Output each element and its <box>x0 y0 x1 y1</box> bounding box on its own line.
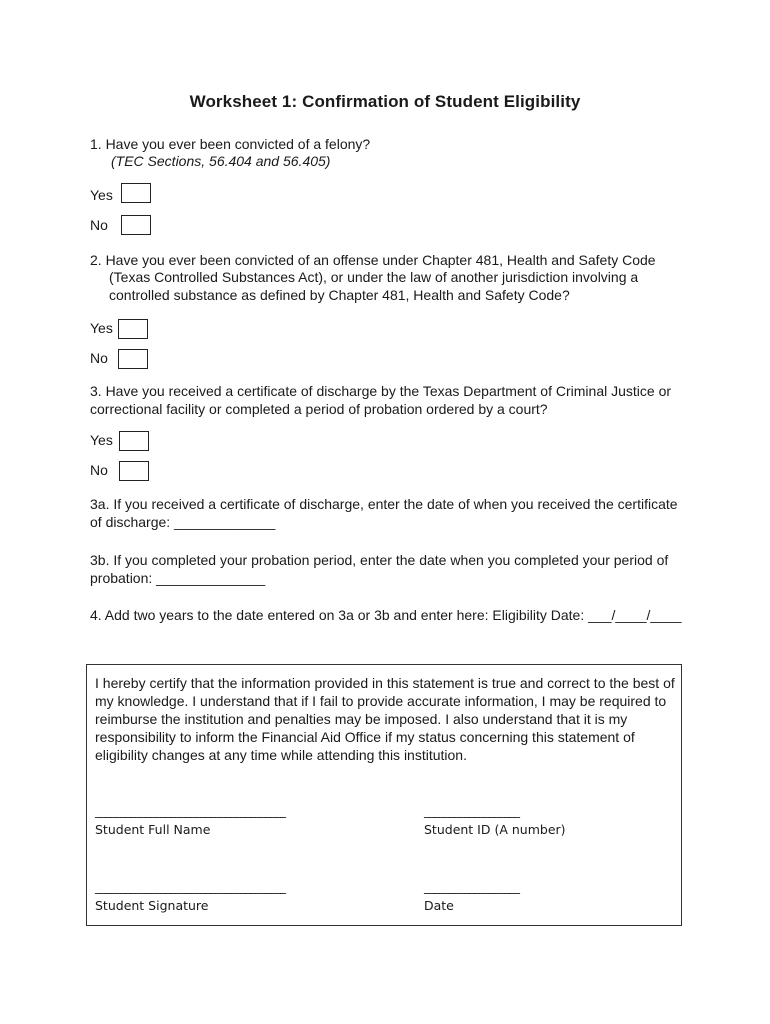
question-3-yes-label: Yes <box>90 432 113 448</box>
question-1-yes-label: Yes <box>90 187 113 203</box>
question-1-note: (TEC Sections, 56.404 and 56.405) <box>111 153 331 169</box>
question-3-line-1: 3. Have you received a certificate of discharge by the Texas Department of Criminal Justice or <box>90 383 672 399</box>
question-1-yes-checkbox[interactable] <box>121 183 151 203</box>
question-2-yes-label: Yes <box>90 320 113 336</box>
date-field[interactable]: ___________________ <box>424 880 519 894</box>
student-full-name-label: Student Full Name <box>95 822 211 837</box>
question-3-no-checkbox[interactable] <box>119 461 149 481</box>
question-1-text: 1. Have you ever been convicted of a felony? <box>90 136 371 152</box>
student-id-label: Student ID (A number) <box>424 822 566 837</box>
question-3b-line-1: 3b. If you completed your probation period, enter the date when you completed your period of <box>90 552 669 568</box>
question-3-no-label: No <box>90 462 108 478</box>
question-3-line-2: correctional facility or completed a period of probation ordered by a court? <box>90 401 548 417</box>
question-1-no-label: No <box>90 217 108 233</box>
question-1-no-checkbox[interactable] <box>121 215 151 235</box>
student-signature-label: Student Signature <box>95 898 209 913</box>
question-2-line-2: (Texas Controlled Substances Act), or under the law of another jurisdiction involving a <box>109 269 639 285</box>
certification-line-4: responsibility to inform the Financial Aid Office if my status concerning this statement of <box>95 729 635 745</box>
question-3a-line-1: 3a. If you received a certificate of discharge, enter the date of when you received the certificate <box>90 496 678 512</box>
certification-line-1: I hereby certify that the information provided in this statement is true and correct to the best of <box>95 675 675 691</box>
question-2-line-3: controlled substance as defined by Chapter 481, Health and Safety Code? <box>109 287 570 303</box>
certification-statement <box>95 674 675 764</box>
date-label: Date <box>424 898 454 913</box>
certification-line-3: reimburse the institution and penalties may be imposed. I also understand that it is my <box>95 711 628 727</box>
question-3a-date-field[interactable]: of discharge: _____________ <box>90 514 276 530</box>
student-signature-field[interactable]: ______________________________________ <box>95 880 285 894</box>
question-2-no-label: No <box>90 350 108 366</box>
certification-line-2: my knowledge. I understand that if I fail to provide accurate information, I may be required to <box>95 693 667 709</box>
question-3b-date-field[interactable]: probation: ______________ <box>90 570 266 586</box>
question-2-no-checkbox[interactable] <box>118 349 148 369</box>
question-4-eligibility-date-field[interactable]: 4. Add two years to the date entered on 3a or 3b and enter here: Eligibility Date: ___/____/____ <box>90 607 682 623</box>
student-full-name-field[interactable]: ______________________________________ <box>95 804 285 818</box>
page-title: Worksheet 1: Confirmation of Student Eligibility <box>189 92 581 111</box>
certification-line-5: eligibility changes at any time while attending this institution. <box>95 747 467 763</box>
question-3-yes-checkbox[interactable] <box>119 431 149 451</box>
question-2-line-1: 2. Have you ever been convicted of an offense under Chapter 481, Health and Safety Code <box>90 252 656 268</box>
student-id-field[interactable]: ___________________ <box>424 804 519 818</box>
question-2-yes-checkbox[interactable] <box>118 319 148 339</box>
